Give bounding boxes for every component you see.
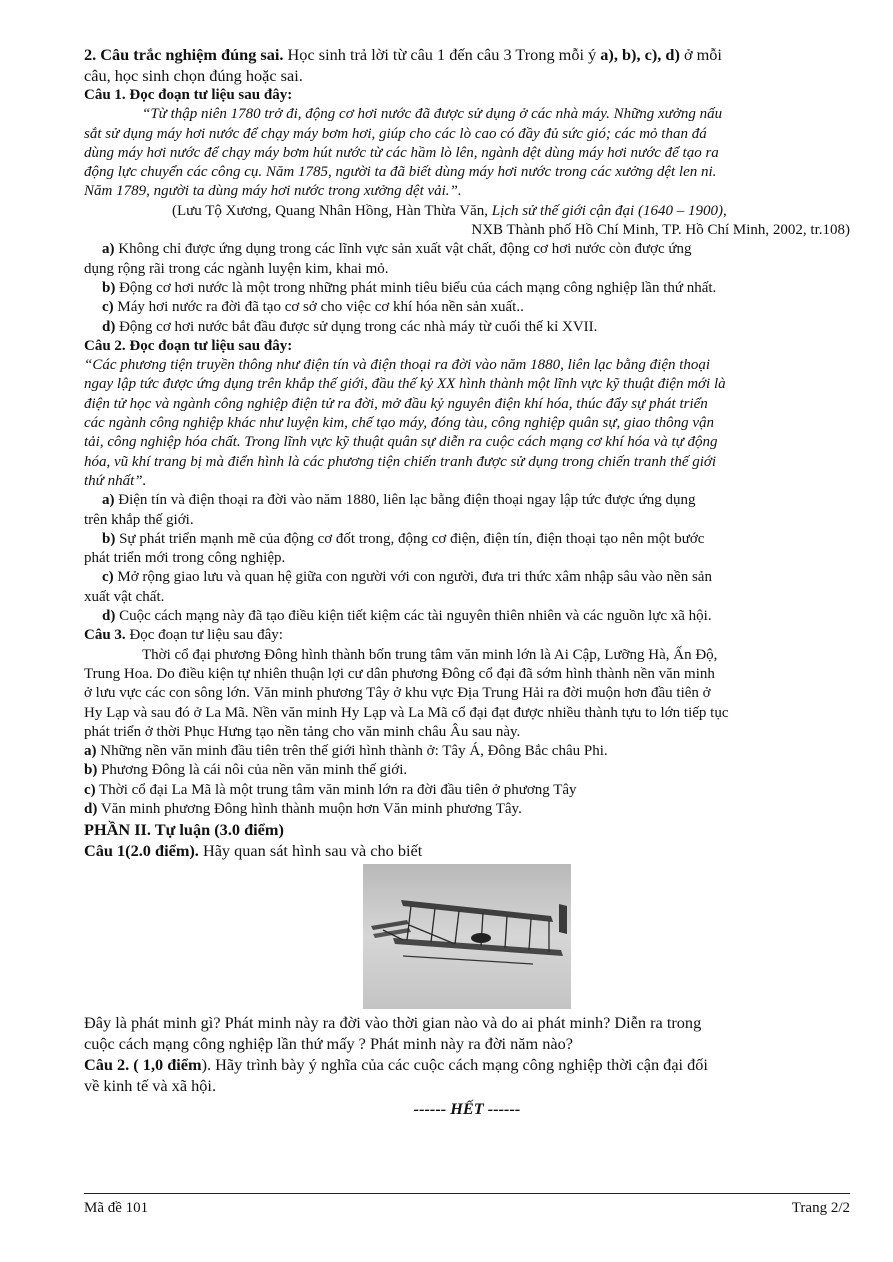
- q2-option-d[interactable]: d) Cuộc cách mạng này đã tạo điều kiện tiết kiệm các tài nguyên thiên nhiên và các nguồn lực xã hội.: [102, 608, 712, 625]
- q1-option-d[interactable]: d) Động cơ hơi nước bắt đầu được sử dụng trong các nhà máy từ cuối thế kỉ XVII.: [102, 318, 598, 335]
- q1-passage-line: Năm 1789, người ta dùng máy hơi nước trong xưởng dệt vải.”.: [84, 183, 462, 200]
- q2-passage-line: các ngành công nghiệp khác như luyện kim, chế tạo máy, đóng tàu, công nghiệp quân sự, giao thông vận: [84, 415, 714, 432]
- part2-q2: Câu 2. ( 1,0 điểm). Hãy trình bày ý nghĩa của các cuộc cách mạng công nghiệp thời cận đại đối: [84, 1055, 708, 1075]
- q2-passage-line: tải, công nghiệp hóa chất. Trong lĩnh vực kỹ thuật quân sự diễn ra cuộc cách mạng cơ khí hóa và tự động: [84, 434, 718, 451]
- part2-q2-cont: về kinh tế và xã hội.: [84, 1076, 217, 1096]
- q1-passage-line: dùng máy hơi nước để chạy máy bơm hút nước từ các hầm lò lên, ngành dệt dùng máy hơi nước để tạo ra: [84, 144, 719, 161]
- q1-option-a-cont: dụng rộng rãi trong các ngành luyện kim, khai mỏ.: [84, 260, 389, 277]
- q1-passage-line: sắt sử dụng máy hơi nước để chạy máy bơm hơi, giúp cho các lò cao có đầy đủ sức gió; các mỏ than đá: [84, 125, 707, 142]
- q1-passage-line: “Từ thập niên 1780 trở đi, động cơ hơi nước đã được sử dụng ở các nhà máy. Những xưởng nấu: [142, 106, 723, 123]
- part2-q1-followup: cuộc cách mạng công nghiệp lần thứ mấy ? Phát minh này ra đời năm nào?: [84, 1034, 573, 1054]
- q1-heading: Câu 1. Đọc đoạn tư liệu sau đây:: [84, 87, 293, 103]
- exam-page: [84, 44, 850, 1119]
- exam-code: Mã đề 101: [84, 1200, 149, 1216]
- q2-heading: Câu 2. Đọc đoạn tư liệu sau đây:: [84, 337, 293, 354]
- q2-passage-line: điện tử học và ngành công nghiệp điện tử ra đời, mở đầu kỷ nguyên điện khí hóa, thúc đẩy sự phát triển: [84, 395, 708, 412]
- q1-option-a[interactable]: a) Không chỉ được ứng dụng trong các lĩnh vực sản xuất vật chất, động cơ hơi nước còn được ứng: [102, 241, 692, 258]
- part2-q1: Câu 1(2.0 điểm). Hãy quan sát hình sau và cho biết: [84, 841, 423, 861]
- q2-option-b[interactable]: b) Sự phát triển mạnh mẽ của động cơ đốt trong, động cơ điện, điện tín, điện thoại tạo nên một bước: [102, 530, 705, 547]
- q1-citation-publisher: NXB Thành phố Hồ Chí Minh, TP. Hồ Chí Minh, 2002, tr.108): [471, 222, 850, 239]
- q3-option-d[interactable]: d) Văn minh phương Đông hình thành muộn hơn Văn minh phương Tây.: [84, 800, 522, 817]
- part2-heading: PHẦN II. Tự luận (3.0 điểm): [84, 820, 284, 840]
- q2-passage-line: ngay lập tức được ứng dụng trên khắp thế giới, đầu thế kỷ XX hình thành một lĩnh vực kỹ thuật điện mới là: [84, 376, 726, 393]
- end-mark: ------ HẾT ------: [413, 1099, 521, 1119]
- q3-option-b[interactable]: b) Phương Đông là cái nôi của nền văn minh thế giới.: [84, 762, 408, 779]
- section-intro: 2. Câu trắc nghiệm đúng sai. Học sinh trả lời từ câu 1 đến câu 3 Trong mỗi ý a), b), c), d) ở mỗi: [84, 45, 722, 64]
- q3-passage-line: Thời cổ đại phương Đông hình thành bốn trung tâm văn minh lớn là Ai Cập, Lưỡng Hà, Ấn Độ,: [142, 646, 718, 663]
- q1-passage-line: động lực chuyển các công cụ. Năm 1785, người ta đã biết dùng máy hơi nước trong các xưởng dệt len ni.: [84, 164, 717, 181]
- page-number: Trang 2/2: [791, 1200, 850, 1216]
- q3-passage-line: phát triển ở thời Phục Hưng tạo nền tảng cho văn minh châu Âu sau này.: [84, 723, 521, 740]
- q1-option-b[interactable]: b) Động cơ hơi nước là một trong những phát minh tiêu biểu của cách mạng công nghiệp lần thứ nhất.: [102, 279, 717, 296]
- page-footer: [84, 1200, 850, 1217]
- q2-passage-line: thứ nhất”.: [84, 472, 147, 489]
- q2-passage-line: “Các phương tiện truyền thông như điện tín và điện thoại ra đời vào năm 1880, liên lạc bằng điện thoại: [84, 357, 711, 374]
- q3-passage-line: ở lưu vực các con sông lớn. Văn minh phương Tây ở khu vực Địa Trung Hải ra đời muộn hơn đầu tiên ở: [84, 685, 711, 702]
- q3-option-c[interactable]: c) Thời cổ đại La Mã là một trung tâm văn minh lớn ra đời đầu tiên ở phương Tây: [84, 781, 577, 798]
- q1-citation: (Lưu Tộ Xương, Quang Nhân Hồng, Hàn Thừa Văn, Lịch sử thế giới cận đại (1640 – 1900),: [172, 202, 727, 219]
- footer-divider: [84, 1193, 850, 1194]
- q3-heading: Câu 3. Đọc đoạn tư liệu sau đây:: [84, 627, 283, 644]
- q2-option-c[interactable]: c) Mở rộng giao lưu và quan hệ giữa con người với con người, đưa tri thức xâm nhập sâu vào nền sản: [102, 569, 712, 586]
- section-title: 2. Câu trắc nghiệm đúng sai.: [84, 45, 284, 64]
- q2-passage-line: hóa, vũ khí trang bị mà điển hình là các phương tiện chiến tranh được sử dụng trong chiến tranh thế giới: [84, 453, 717, 470]
- q3-passage-line: Trung Hoa. Do điều kiện tự nhiên thuận lợi cư dân phương Đông cổ đại đã sớm hình thành nền văn minh: [84, 665, 715, 682]
- q2-option-c-cont: xuất vật chất.: [84, 588, 165, 605]
- part2-q1-followup: Đây là phát minh gì? Phát minh này ra đời vào thời gian nào và do ai phát minh? Diễn ra trong: [84, 1013, 702, 1033]
- q2-option-a-cont: trên khắp thế giới.: [84, 511, 194, 528]
- q2-option-a[interactable]: a) Điện tín và điện thoại ra đời vào năm 1880, liên lạc bằng điện thoại ngay lập tức được ứng dụng: [102, 492, 696, 509]
- q1-option-c[interactable]: c) Máy hơi nước ra đời đã tạo cơ sở cho việc cơ khí hóa nền sản xuất..: [102, 299, 524, 316]
- wright-flyer-airplane-photo-icon: [363, 864, 571, 1009]
- q2-option-b-cont: phát triển mới trong công nghiệp.: [84, 550, 286, 567]
- q3-passage-line: Hy Lạp và sau đó ở La Mã. Nền văn minh Hy Lạp và La Mã cổ đại đạt được nhiều thành tựu to lớn tiếp tục: [84, 704, 729, 721]
- section-intro-line2: câu, học sinh chọn đúng hoặc sai.: [84, 66, 303, 85]
- q3-option-a[interactable]: a) Những nền văn minh đầu tiên trên thế giới hình thành ở: Tây Á, Đông Bắc châu Phi.: [84, 743, 608, 760]
